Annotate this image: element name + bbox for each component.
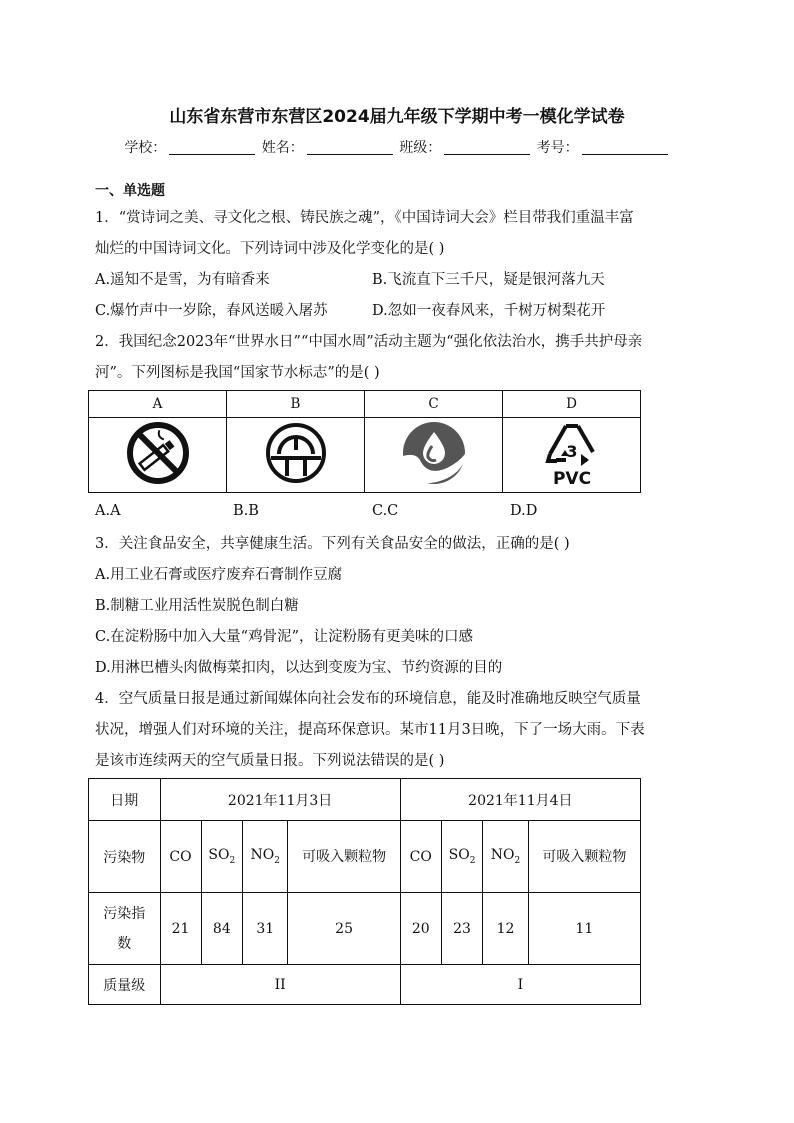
q2-option-d[interactable]: D.D xyxy=(510,503,538,519)
water-drop-icon xyxy=(401,420,467,486)
no-smoking-icon xyxy=(125,420,191,486)
page-title: 山东省东营市东营区2024届九年级下学期中考一模化学试卷 xyxy=(169,107,625,127)
q1-line1: 1．“赏诗词之美、寻文化之根、铸民族之魂”，《中国诗词大会》栏目带我们重温丰富 xyxy=(95,210,634,226)
q3-option-c[interactable]: C.在淀粉肠中加入大量“鸡骨泥”，让淀粉肠有更美味的口感 xyxy=(95,629,474,645)
q4-line1: 4．空气质量日报是通过新闻媒体向社会发布的环境信息，能及时准确地反映空气质量 xyxy=(95,691,641,707)
table-cell: 25 xyxy=(288,893,400,965)
no2-header-2: $NO_2$ xyxy=(483,821,528,893)
index-label: 污染指数 xyxy=(89,893,161,965)
table-cell: 31 xyxy=(243,893,288,965)
section-heading: 一、单选题 xyxy=(95,183,165,199)
co-header-2: CO xyxy=(400,821,441,893)
q1-option-b[interactable]: B.飞流直下三千尺，疑是银河落九天 xyxy=(372,272,605,288)
date-label: 日期 xyxy=(89,779,161,821)
date-1: 2021年11月3日 xyxy=(160,779,400,821)
co-header-1: CO xyxy=(160,821,201,893)
so2-header-1: $SO_2$ xyxy=(201,821,243,893)
q4-line3: 是该市连续两天的空气质量日报。下列说法错误的是( ) xyxy=(95,753,445,769)
q2-option-b[interactable]: B.B xyxy=(233,503,259,519)
school-field[interactable] xyxy=(169,140,255,155)
name-label: 姓名： xyxy=(261,140,304,156)
class-field[interactable] xyxy=(444,140,530,155)
q2-line2: 河”。下列图标是我国“国家节水标志”的是( ) xyxy=(95,365,380,381)
grade-2: I xyxy=(400,965,640,1005)
q1-option-a[interactable]: A.遥知不是雪，为有暗香来 xyxy=(95,272,270,288)
q2-header-c: C xyxy=(365,391,503,418)
date-2: 2021年11月4日 xyxy=(400,779,640,821)
q3-option-d[interactable]: D.用淋巴槽头肉做梅菜扣肉，以达到变废为宝、节约资源的目的 xyxy=(95,660,503,676)
water-saving-icon xyxy=(263,420,329,486)
q2-header-d: D xyxy=(503,391,641,418)
q3-option-a[interactable]: A.用工业石膏或医疗废弃石膏制作豆腐 xyxy=(95,567,343,583)
q3-option-b[interactable]: B.制糖工业用活性炭脱色制白糖 xyxy=(95,598,299,614)
recycle-pvc-icon xyxy=(539,420,605,486)
q3-line1: 3．关注食品安全，共享健康生活。下列有关食品安全的做法，正确的是( ) xyxy=(95,536,570,552)
pm-header-1: 可吸入颗粒物 xyxy=(288,821,400,893)
q2-header-a: A xyxy=(89,391,227,418)
school-label: 学校： xyxy=(124,140,167,156)
q4-line2: 状况，增强人们对环境的关注，提高环保意识。某市11月3日晚，下了一场大雨。下表 xyxy=(95,722,645,738)
grade-1: II xyxy=(160,965,400,1005)
pvc-number: 3 xyxy=(565,442,578,461)
air-quality-table xyxy=(88,778,641,1005)
pm-header-2: 可吸入颗粒物 xyxy=(528,821,640,893)
exam-number-label: 考号： xyxy=(536,140,579,156)
table-cell: 12 xyxy=(483,893,528,965)
q2-option-c[interactable]: C.C xyxy=(372,503,399,519)
pvc-label: PVC xyxy=(552,469,591,486)
table-cell: 11 xyxy=(528,893,640,965)
student-info-line xyxy=(0,137,794,157)
grade-label: 质量级 xyxy=(89,965,161,1005)
q2-icon-table xyxy=(88,390,641,493)
table-cell: 20 xyxy=(400,893,441,965)
q2-header-b: B xyxy=(227,391,365,418)
class-label: 班级： xyxy=(399,140,442,156)
q1-line2: 灿烂的中国诗词文化。下列诗词中涉及化学变化的是( ) xyxy=(95,241,445,257)
table-cell: 21 xyxy=(160,893,201,965)
q2-line1: 2．我国纪念2023年“世界水日”“中国水周”活动主题为“强化依法治水，携手共护母亲 xyxy=(95,334,643,350)
name-field[interactable] xyxy=(307,140,393,155)
table-cell: 84 xyxy=(201,893,243,965)
q1-option-c[interactable]: C.爆竹声中一岁除，春风送暖入屠苏 xyxy=(95,303,328,319)
exam-number-field[interactable] xyxy=(582,140,668,155)
so2-header-2: $SO_2$ xyxy=(441,821,483,893)
q1-option-d[interactable]: D.忽如一夜春风来，千树万树梨花开 xyxy=(372,303,606,319)
table-cell: 23 xyxy=(441,893,483,965)
pollutant-label: 污染物 xyxy=(89,821,161,893)
q2-option-a[interactable]: A.A xyxy=(95,503,121,519)
no2-header-1: $NO_2$ xyxy=(243,821,288,893)
